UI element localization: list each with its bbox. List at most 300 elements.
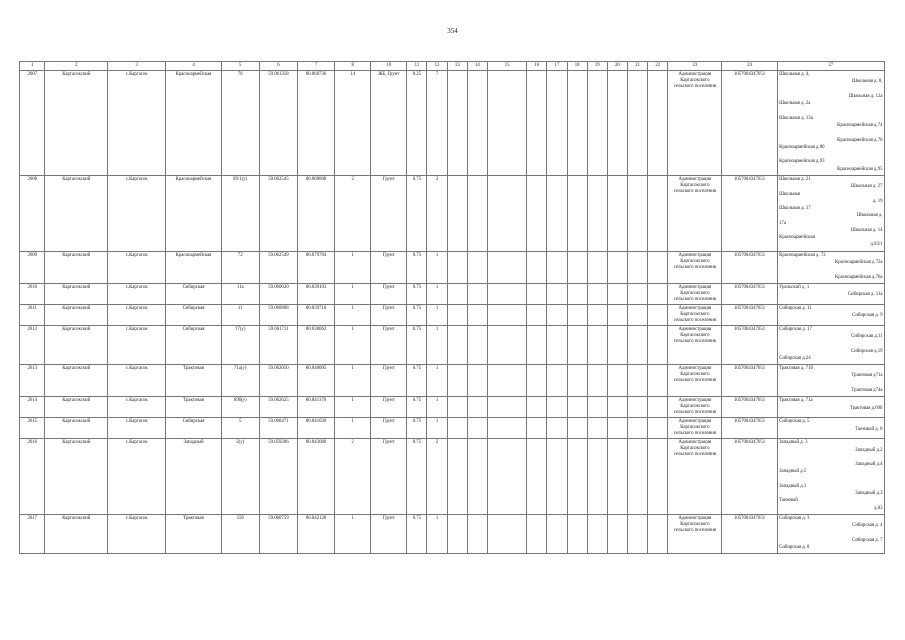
cell-c6: 59.061711 <box>259 325 297 364</box>
empty-cell <box>487 365 526 397</box>
cell-c7: 80.843080 <box>298 439 335 515</box>
empty-cell <box>547 365 567 397</box>
cell-c2: Каргасокский <box>45 251 108 283</box>
cell-c11: 0.75 <box>407 515 427 554</box>
address-line: Школьная д. 2а <box>779 101 811 107</box>
header-cell: 11 <box>407 62 427 71</box>
empty-cell <box>447 304 467 325</box>
address-line: Красноармейская д.74 <box>837 122 883 128</box>
cell-c24: 1057004347651 <box>722 439 777 515</box>
header-cell: 10 <box>371 62 407 71</box>
empty-cell <box>447 439 467 515</box>
cell-c27 <box>777 71 884 176</box>
empty-cell <box>587 71 607 176</box>
empty-cell <box>607 365 627 397</box>
cell-c23: Администрация Каргасокского сельского поселения <box>668 397 722 418</box>
empty-cell <box>567 439 587 515</box>
empty-cell <box>487 325 526 364</box>
empty-cell <box>447 251 467 283</box>
empty-cell <box>648 397 668 418</box>
empty-cell <box>607 175 627 251</box>
cell-c10: Грунт <box>371 304 407 325</box>
cell-c2: Каргасокский <box>45 71 108 176</box>
empty-cell <box>607 515 627 554</box>
cell-c7: 80.860808 <box>298 175 335 251</box>
empty-cell <box>628 325 648 364</box>
cell-c4: Сибирская <box>166 283 221 304</box>
address-line: д. 19 <box>872 198 883 204</box>
cell-c8: 2 <box>335 175 371 251</box>
cell-c2: Каргасокский <box>45 175 108 251</box>
address-line: д.93/1 <box>870 242 883 248</box>
empty-cell <box>607 397 627 418</box>
cell-c6: 59.061358 <box>259 71 297 176</box>
empty-cell <box>487 397 526 418</box>
empty-cell <box>467 304 487 325</box>
empty-cell <box>648 325 668 364</box>
cell-c2: Каргасокский <box>45 365 108 397</box>
cell-c3: с.Каргасок <box>108 325 166 364</box>
header-cell: 8 <box>335 62 371 71</box>
empty-cell <box>648 71 668 176</box>
empty-cell <box>467 397 487 418</box>
cell-c6: 59.062050 <box>259 365 297 397</box>
address-line: Красноармейская д.76а <box>835 274 883 280</box>
cell-c10: Грунт <box>371 175 407 251</box>
cell-c5: 17(у) <box>221 325 259 364</box>
cell-c27 <box>777 515 884 554</box>
empty-cell <box>628 365 648 397</box>
cell-c12: 1 <box>427 397 447 418</box>
header-row <box>20 62 885 71</box>
cell-c8: 2 <box>335 439 371 515</box>
cell-c5: 11а <box>221 283 259 304</box>
empty-cell <box>547 283 567 304</box>
empty-cell <box>487 251 526 283</box>
address-line: Сибирская д. 4 <box>852 523 883 529</box>
cell-c10: Грунт <box>371 515 407 554</box>
address-line <box>779 381 882 387</box>
empty-cell <box>547 515 567 554</box>
empty-cell <box>527 365 547 397</box>
cell-c1: 2615 <box>20 418 45 439</box>
address-line <box>779 531 882 537</box>
address-line: Школьная д. 4, <box>779 72 810 77</box>
address-line: Школьная д. 17 <box>779 206 811 212</box>
empty-cell <box>467 439 487 515</box>
cell-c4: Красноармейская <box>166 251 221 283</box>
page-number: 354 <box>447 27 458 35</box>
cell-c23: Администрация Каргасокского сельского поселения <box>668 515 722 554</box>
empty-cell <box>467 283 487 304</box>
cell-c12: 1 <box>427 325 447 364</box>
cell-c5: 55б <box>221 515 259 554</box>
address-line: Школьная д. 27 <box>850 184 883 190</box>
cell-c24: 1057004347651 <box>722 283 777 304</box>
empty-cell <box>547 304 567 325</box>
cell-c10: Грунт <box>371 283 407 304</box>
table-row <box>20 71 885 176</box>
cell-c12: 1 <box>427 304 447 325</box>
address-line: Красноармейская д.72а <box>835 260 883 266</box>
cell-c23: Администрация Каргасокского сельского поселения <box>668 365 722 397</box>
cell-c4: Трактовая <box>166 397 221 418</box>
cell-c3: с.Каргасок <box>108 251 166 283</box>
empty-cell <box>628 397 648 418</box>
cell-c23: Администрация Каргасокского сельского поселения <box>668 283 722 304</box>
empty-cell <box>648 418 668 439</box>
empty-cell <box>547 439 567 515</box>
address-line: Школьная д. <box>856 213 883 219</box>
cell-c5: 71а(у) <box>221 365 259 397</box>
empty-cell <box>527 515 547 554</box>
empty-cell <box>547 418 567 439</box>
cell-c11: 0.75 <box>407 439 427 515</box>
header-cell: 6 <box>259 62 297 71</box>
cell-c1: 2611 <box>20 304 45 325</box>
empty-cell <box>567 418 587 439</box>
cell-c4: Сибирская <box>166 304 221 325</box>
header-cell: 14 <box>467 62 487 71</box>
address-line: Красноармейская д.76 <box>837 137 883 143</box>
empty-cell <box>587 283 607 304</box>
cell-c4: Западный <box>166 439 221 515</box>
empty-cell <box>607 283 627 304</box>
cell-c10: Грунт <box>371 418 407 439</box>
cell-c6: 59.059286 <box>259 439 297 515</box>
cell-c3: с.Каргасок <box>108 71 166 176</box>
cell-c4: Трактовая <box>166 515 221 554</box>
cell-c1: 2614 <box>20 397 45 418</box>
table-row <box>20 418 885 439</box>
address-line: Западный д.4 <box>855 462 883 468</box>
header-cell: 2 <box>45 62 108 71</box>
table-row <box>20 325 885 364</box>
empty-cell <box>567 283 587 304</box>
table-row <box>20 251 885 283</box>
address-line: Таежный <box>779 498 798 504</box>
cell-c11: 0.25 <box>407 71 427 176</box>
cell-c3: с.Каргасок <box>108 418 166 439</box>
cell-c11: 0.75 <box>407 175 427 251</box>
empty-cell <box>467 515 487 554</box>
empty-cell <box>607 251 627 283</box>
cell-c11: 0.75 <box>407 418 427 439</box>
empty-cell <box>547 251 567 283</box>
empty-cell <box>467 71 487 176</box>
cell-c8: 1 <box>335 283 371 304</box>
cell-c6: 59.060471 <box>259 418 297 439</box>
cell-c11: 0.75 <box>407 325 427 364</box>
address-line: Красноармейская д. 72 <box>779 252 826 258</box>
empty-cell <box>628 175 648 251</box>
header-cell: 21 <box>628 62 648 71</box>
empty-cell <box>547 325 567 364</box>
empty-cell <box>467 325 487 364</box>
address-line: Трактовая д. 71б <box>779 366 813 372</box>
table-body <box>20 71 885 554</box>
cell-c2: Каргасокский <box>45 439 108 515</box>
cell-c5: 89/1(у) <box>221 175 259 251</box>
address-line: Таежный д. 8 <box>855 426 883 432</box>
cell-c6: 59.062545 <box>259 175 297 251</box>
table-row <box>20 304 885 325</box>
cell-c27 <box>777 439 884 515</box>
address-line: д.83 <box>874 505 883 511</box>
cell-c12: 7 <box>427 71 447 176</box>
empty-cell <box>467 251 487 283</box>
address-line: Школьная д. 13а <box>779 115 813 121</box>
address-line: Западный д. 3 <box>779 440 808 446</box>
address-line: Школьная д. 21 <box>779 176 811 182</box>
cell-c24: 1057004347651 <box>722 397 777 418</box>
cell-c23: Администрация Каргасокского сельского поселения <box>668 304 722 325</box>
cell-c10: Грунт <box>371 439 407 515</box>
cell-c27 <box>777 251 884 283</box>
cell-c10: Грунт <box>371 365 407 397</box>
cell-c5: 69б(у) <box>221 397 259 418</box>
empty-cell <box>628 71 648 176</box>
cell-c2: Каргасокский <box>45 283 108 304</box>
address-line: Красноармейская д.80 <box>779 144 825 150</box>
empty-cell <box>447 418 467 439</box>
address-line: Красноармейская д.95 <box>837 166 883 172</box>
cell-c27 <box>777 397 884 418</box>
cell-c23: Администрация Каргасокского сельского поселения <box>668 439 722 515</box>
cell-c7: 80.841030 <box>298 418 335 439</box>
empty-cell <box>648 439 668 515</box>
address-line: Школьная <box>779 191 800 197</box>
cell-c27 <box>777 175 884 251</box>
empty-cell <box>628 515 648 554</box>
cell-c10: Грунт <box>371 325 407 364</box>
empty-cell <box>527 325 547 364</box>
empty-cell <box>628 251 648 283</box>
header-cell: 18 <box>567 62 587 71</box>
cell-c5: 72 <box>221 251 259 283</box>
cell-c8: 1 <box>335 418 371 439</box>
empty-cell <box>607 71 627 176</box>
cell-c11: 0.75 <box>407 283 427 304</box>
empty-cell <box>467 175 487 251</box>
cell-c10: Грунт <box>371 251 407 283</box>
empty-cell <box>628 418 648 439</box>
address-line <box>779 130 882 136</box>
address-line: Школьная д. 12а <box>848 93 883 99</box>
empty-cell <box>587 418 607 439</box>
table-row <box>20 175 885 251</box>
address-line: Сибирская д. 11а <box>847 292 883 298</box>
header-cell: 20 <box>607 62 627 71</box>
address-line: Западный д.2 <box>855 447 883 453</box>
cell-c3: с.Каргасок <box>108 365 166 397</box>
header-cell: 27 <box>777 62 884 71</box>
cell-c27 <box>777 283 884 304</box>
empty-cell <box>648 515 668 554</box>
empty-cell <box>547 71 567 176</box>
empty-cell <box>567 304 587 325</box>
table-row <box>20 365 885 397</box>
header-cell: 13 <box>447 62 467 71</box>
cell-c7: 80.838062 <box>298 325 335 364</box>
empty-cell <box>648 251 668 283</box>
empty-cell <box>547 397 567 418</box>
cell-c12: 2 <box>427 175 447 251</box>
header-cell: 19 <box>587 62 607 71</box>
cell-c1: 2613 <box>20 365 45 397</box>
address-line: Трактовая д71а <box>851 373 883 379</box>
cell-c6: 59.062549 <box>259 251 297 283</box>
address-line: Западный д.1 <box>779 483 807 489</box>
address-line <box>779 108 882 114</box>
header-cell: 15 <box>487 62 526 71</box>
cell-c1: 2617 <box>20 515 45 554</box>
cell-c3: с.Каргасок <box>108 397 166 418</box>
address-line <box>779 152 882 158</box>
cell-c7: 80.860736 <box>298 71 335 176</box>
cell-c1: 2607 <box>20 71 45 176</box>
header-cell: 24 <box>722 62 777 71</box>
cell-c23: Администрация Каргасокского сельского поселения <box>668 175 722 251</box>
cell-c27 <box>777 418 884 439</box>
cell-c11: 0.75 <box>407 397 427 418</box>
address-line: Сибирская д.19 <box>850 348 883 354</box>
table-row <box>20 283 885 304</box>
cell-c2: Каргасокский <box>45 397 108 418</box>
address-line: Сибирская д. 11 <box>779 305 812 311</box>
address-line: Школьная д. 8, <box>852 79 883 85</box>
cell-c3: с.Каргасок <box>108 304 166 325</box>
address-line <box>779 87 882 93</box>
cell-c24: 1057004347651 <box>722 418 777 439</box>
cell-c12: 1 <box>427 251 447 283</box>
address-line: Трактовая д. 71а <box>779 398 813 404</box>
empty-cell <box>487 175 526 251</box>
cell-c4: Красноармейская <box>166 71 221 176</box>
cell-c11: 0.75 <box>407 304 427 325</box>
address-line: Западный д.5 <box>779 469 807 475</box>
empty-cell <box>587 365 607 397</box>
cell-c4: Трактовая <box>166 365 221 397</box>
cell-c12: 2 <box>427 439 447 515</box>
cell-c7: 80.841370 <box>298 397 335 418</box>
empty-cell <box>447 325 467 364</box>
empty-cell <box>487 515 526 554</box>
cell-c3: с.Каргасок <box>108 439 166 515</box>
address-line <box>779 341 882 347</box>
empty-cell <box>547 175 567 251</box>
cell-c8: 1 <box>335 304 371 325</box>
address-line: Красноармейская д.93 <box>779 159 825 165</box>
cell-c8: 1 <box>335 397 371 418</box>
cell-c12: 1 <box>427 515 447 554</box>
header-cell: 12 <box>427 62 447 71</box>
empty-cell <box>527 175 547 251</box>
address-line <box>779 455 882 461</box>
address-line: Сибирская д.11 <box>851 334 883 340</box>
cell-c24: 1057004347651 <box>722 71 777 176</box>
cell-c6: 59.060759 <box>259 515 297 554</box>
address-line: Западный д.3 <box>855 491 883 497</box>
empty-cell <box>467 365 487 397</box>
address-line: Красноармейская <box>779 235 815 241</box>
cell-c2: Каргасокский <box>45 325 108 364</box>
cell-c8: 14 <box>335 71 371 176</box>
empty-cell <box>628 304 648 325</box>
address-line: Уральский д. 1 <box>779 284 810 290</box>
cell-c24: 1057004347651 <box>722 175 777 251</box>
empty-cell <box>447 175 467 251</box>
empty-cell <box>447 397 467 418</box>
cell-c4: Красноармейская <box>166 175 221 251</box>
cell-c1: 2610 <box>20 283 45 304</box>
cell-c1: 2608 <box>20 175 45 251</box>
cell-c5: 11 <box>221 304 259 325</box>
cell-c5: 78 <box>221 71 259 176</box>
empty-cell <box>648 365 668 397</box>
empty-cell <box>447 71 467 176</box>
address-line: 17а <box>779 220 787 226</box>
cell-c10: Грунт <box>371 397 407 418</box>
empty-cell <box>487 418 526 439</box>
address-line <box>779 267 882 273</box>
empty-cell <box>447 515 467 554</box>
cell-c24: 1057004347651 <box>722 515 777 554</box>
cell-c1: 2616 <box>20 439 45 515</box>
empty-cell <box>567 515 587 554</box>
address-line: Сибирская д. 8 <box>779 545 810 551</box>
empty-cell <box>648 304 668 325</box>
empty-cell <box>607 439 627 515</box>
cell-c2: Каргасокский <box>45 515 108 554</box>
header-cell: 17 <box>547 62 567 71</box>
address-line: Сибирская д. 9 <box>852 313 883 319</box>
empty-cell <box>527 439 547 515</box>
cell-c23: Администрация Каргасокского сельского поселения <box>668 418 722 439</box>
address-line: Сибирская д. 17 <box>779 326 812 332</box>
cell-c7: 80.842128 <box>298 515 335 554</box>
registry-table <box>19 61 885 554</box>
cell-c27 <box>777 304 884 325</box>
cell-c1: 2612 <box>20 325 45 364</box>
empty-cell <box>587 251 607 283</box>
cell-c4: Сибирская <box>166 418 221 439</box>
empty-cell <box>487 283 526 304</box>
table-row <box>20 397 885 418</box>
cell-c27 <box>777 325 884 364</box>
address-line: Сибирская д.24 <box>779 355 811 361</box>
header-cell: 7 <box>298 62 335 71</box>
empty-cell <box>527 397 547 418</box>
empty-cell <box>567 71 587 176</box>
address-line: Сибирская д. 5 <box>779 419 810 425</box>
cell-c12: 1 <box>427 418 447 439</box>
cell-c11: 0.75 <box>407 251 427 283</box>
header-cell: 23 <box>668 62 722 71</box>
cell-c7: 80.840005 <box>298 365 335 397</box>
cell-c12: 1 <box>427 365 447 397</box>
header-cell: 16 <box>527 62 547 71</box>
empty-cell <box>527 71 547 176</box>
empty-cell <box>628 283 648 304</box>
empty-cell <box>567 325 587 364</box>
empty-cell <box>567 365 587 397</box>
cell-c24: 1057004347651 <box>722 365 777 397</box>
address-line: Сибирская д. 3 <box>779 516 810 522</box>
header-cell: 1 <box>20 62 45 71</box>
cell-c2: Каргасокский <box>45 304 108 325</box>
empty-cell <box>567 397 587 418</box>
